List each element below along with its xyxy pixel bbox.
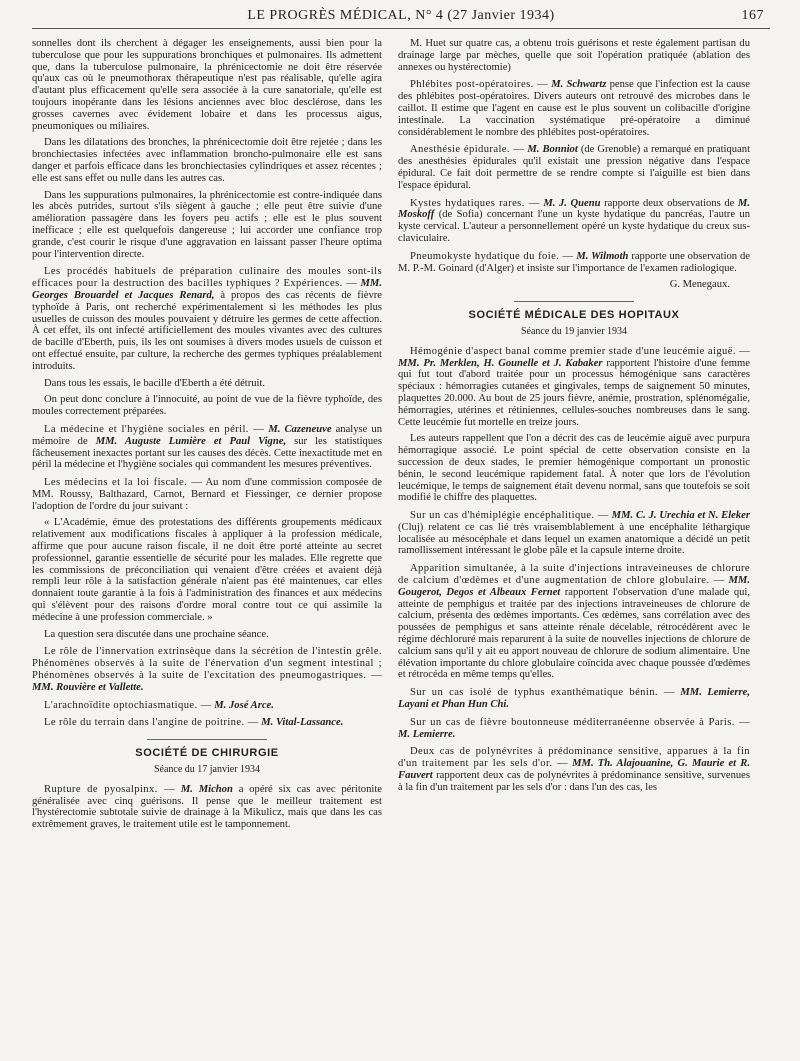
- article-hemogenie: [398, 346, 750, 429]
- article-fievre: [398, 717, 750, 741]
- article-oedemes: [398, 563, 750, 681]
- article-authors: MM. Th. Alajouanine, G. Maurie et R. Fauvert: [398, 758, 750, 782]
- article-loi-fiscale: [32, 477, 382, 512]
- article-text: (Cluj) relatent ce cas lié très vraisemblablement à une encéphalite léthargique localisée au mésocéphale et dans lequel un examen anatomique a décidé un petit ramollissement intéressant le globe pâle et la capsule interne droite.: [398, 521, 750, 557]
- article-authors: M. José Arce.: [214, 699, 274, 711]
- article-authors: MM. Auguste Lumière et Paul Vigne,: [95, 435, 287, 447]
- section-title: SOCIÉTÉ MÉDICALE DES HOPITAUX: [468, 309, 680, 322]
- header-rule: [32, 28, 770, 29]
- article-text: a opéré six cas avec péritonite généralisée avec cinq guérisons. Il pense que le meilleur traitement est l'hystérectomie subtotale suivie de drainage à la Mikulicz, mais que dans les cas extrêmement graves, le traitement utile est le tamponnement.: [32, 783, 382, 831]
- article-heading: Les médecins et la loi fiscale. —: [44, 477, 203, 489]
- article-text: rapporte deux observations de: [604, 197, 735, 209]
- article-text: rapportent deux cas de polynévrites à prédominance sensitive, survenues à la fin d'un traitement par les sels d'or : dans l'un des cas, les: [398, 770, 750, 793]
- article-heading: Sur un cas de fièvre boutonneuse méditerranéenne observée à Paris. —: [410, 716, 750, 728]
- session-date: Séance du 19 janvier 1934: [520, 325, 628, 337]
- article-moules: [32, 266, 382, 372]
- article-heading: Pneumokyste hydatique du foie. —: [410, 250, 574, 262]
- article-text: pense que l'infection est la cause des phlébites post-opératoires. Divers auteurs ont retrouvé des microbes dans le caillot. Il estime que l'agent en cause est le plus souvent un colibacille d'origine intestinale. La vaccination systématique pré-opératoire a diminué considérablement le nombre des phlébites post-opératoires.: [398, 79, 750, 138]
- right-column: [398, 38, 750, 799]
- article-hemiplegie: [398, 510, 750, 557]
- article-heading: Les procédés habituels de préparation culinaire des moules sont-ils efficaces pour la destruction des bacilles typhiques ? Expériences. —: [32, 266, 382, 290]
- paragraph: Dans les suppurations pulmonaires, la phrénicectomie est contre-indiquée dans les abcès putrides, surtout s'ils siègent à gauche ; elle peut être suivie d'une amélioration passagère dans les foyers peu actifs ; elle est le plus souvent inefficace ; elle est quelquefois dangereuse ; lui accorder une confiance trop grande, c'est courir le risque d'une aggravation en laissant passer l'heure optima pour l'intervention directe.: [32, 189, 382, 260]
- article-polynevrites: [398, 746, 750, 793]
- article-heading: La médecine et l'hygiène sociales en péril. —: [44, 423, 265, 435]
- article-arachnoidite: [32, 700, 382, 712]
- article-heading: Deux cas de polynévrites à prédominance sensitive, apparues à la fin d'un traitement par les sels d'or. —: [398, 746, 750, 770]
- article-heading: L'arachnoïdite optochiasmatique. —: [44, 699, 212, 711]
- article-heading: Phlébites post-opératoires. —: [410, 79, 549, 91]
- article-text: rapportent l'histoire d'une femme qui fut tout d'abord traitée pour un processus hémogénique sans caractères spéciaux : hémorragies cutanées et gingivales, temps de saignement 50 minutes, plaquettes 20.000. Au bout de 25 jours fièvre, anémie, prostration, splénomégalie, hémorragies, utérines et rétiniennes, cellules-souches nombreuses dans le sang. Cette leucémie fut mortelle en treize jours.: [398, 357, 750, 428]
- paragraph: Les auteurs rappellent que l'on a décrit des cas de leucémie aiguë avec purpura hémorragique associé. Le point spécial de cette observation consiste en la succession de deux stades, le premier hémogénique comportant un pronostic bénin, le second leucémique rapidement fatal. À noter que lors de l'évolution leucémique, le temps de saignement était devenu normal, sans que toutefois se soit modifié le chiffre des plaquettes.: [398, 433, 750, 504]
- article-typhus: [398, 687, 750, 711]
- article-authors: M. J. Quenu: [543, 197, 601, 209]
- article-pneumokyste: [398, 251, 750, 275]
- article-authors: M. Michon: [180, 783, 233, 795]
- paragraph: La question sera discutée dans une prochaine séance.: [44, 628, 269, 640]
- article-text: analyse un mémoire de: [32, 423, 382, 447]
- article-text: à propos des cas récents de fièvre typhoïde à Paris, ont recherché expérimentalement si les méthodes les plus usuelles de cuisson des moules pouvaient y détruire les germes de cette affection. À cet effet, ils ont infecté artificiellement des moules vivantes avec des cultures de bacille d'Eberth, puis, ils les ont soumises à divers modes usuels de cuisson et ont effectué ensuite, par culture, la recherche des germes typhiques préalablement introduits.: [32, 289, 382, 372]
- article-text: (de Sofia) concernant l'une un kyste hydatique du pancréas, l'autre un kyste cervical. L'auteur a personnellement opéré un kyste hydatique du creux sus-claviculaire.: [398, 209, 750, 244]
- paragraph: Dans les dilatations des bronches, la phrénicectomie doit être rejetée ; dans les bronchiectasies infectées avec inflammation broncho-pulmonaire elle est sans danger et parfois efficace dans les bronchiectasies cylindriques et assez récentes ; elle est sans effet ou nulle dans les autres cas.: [32, 137, 382, 184]
- article-authors: MM. Gougerot, Degos et Albeaux Fernet: [398, 575, 750, 598]
- article-authors: M. Wilmoth: [576, 250, 629, 262]
- paragraph: On peut donc conclure à l'innocuité, au point de vue de la fièvre typhoïde, des moules correctement préparées.: [32, 394, 382, 418]
- article-heading: Kystes hydatiques rares. —: [410, 197, 540, 209]
- paragraph: Dans tous les essais, le bacille d'Eberth a été détruit.: [44, 377, 266, 389]
- article-text: rapporte une observation de M. P.-M. Goinard (d'Alger) et insiste sur l'importance de l'examen radiologique.: [398, 250, 750, 274]
- article-authors: M. Moskoff: [398, 197, 750, 221]
- page-number: 167: [741, 8, 764, 23]
- article-heading: Le rôle de l'innervation extrinsèque dans la sécrétion de l'intestin grêle. Phénomènes observés à la suite de l'énervation d'un segment intestinal ; Phénomènes observés à la suite de l'excitation des pneumogastriques. —: [32, 646, 382, 682]
- article-heading: Apparition simultanée, à la suite d'injections intraveineuses de chlorure de calcium d'œdèmes et d'une augmentation de chlore globulaire. —: [398, 563, 750, 587]
- article-phlebites: [398, 79, 750, 138]
- article-authors: MM. Lemierre, Layani et Phan Hun Chi.: [398, 687, 750, 711]
- article-heading: Sur un cas isolé de typhus exanthématique bénin. —: [410, 687, 675, 699]
- article-text: rapportent l'observation d'une malade qui, atteinte de pemphigus et traitée par des injections intraveineuses de chlorure de calcium, présenta des œdèmes importants. Ces œdèmes, sans corrélation avec des poussées de pemphigus et sans atteinte rénale décelable, rétrocédèrent avec le régime déchloruré mais reparurent à la suite de nouvelles injections de chlorure de calcium sans qu'il y ait eu apport nouveau de chlorure de sodium alimentaire. Une élévation importante du chlore globulaire coïncida avec chaque poussée d'œdèmes et rétrocéda en même temps qu'elles.: [398, 586, 751, 681]
- paragraph: M. Huet sur quatre cas, a obtenu trois guérisons et reste également partisan du drainage large par mèches, quelle que soit l'opération pratiquée (ablation des annexes ou hystérectomie): [398, 38, 750, 73]
- section-divider: [514, 301, 634, 302]
- article-heading: Hémogénie d'aspect banal comme premier stade d'une leucémie aiguë. —: [410, 345, 750, 357]
- session-date: Séance du 17 janvier 1934: [153, 764, 261, 776]
- paragraph: sonnelles dont ils cherchent à dégager les enseignements, aussi bien pour la tuberculose que pour les suppurations bronchiques et pulmonaires. Ils admettent que, dans la tuberculose pulmonaire, la phrénicectomie ne doit être réservée qu'aux cas où le pneumothorax thérapeutique n'est pas réalisable, qu'elle agira d'autant plus efficacement qu'elle sera associée à la cure sanatoriale, qu'elle est toujours inopérante dans les lésions anciennes avec bloc desclérose, dans les grosses cavernes avec évidement lobaire et dans les processus aigus, pneumoniques ou miliaires.: [32, 38, 382, 132]
- article-authors: M. Vital-Lassance.: [261, 717, 344, 729]
- article-text: sur les statistiques fâcheusement inexactes portant sur les causes des décès. Cette inexactitude met en péril la médecine et l'hygiène sociales qui commandent les mesures préventives.: [32, 435, 382, 471]
- article-angine: [32, 717, 382, 729]
- article-authors: M. Schwartz: [551, 79, 607, 91]
- section-divider: [147, 739, 267, 740]
- signature: G. Menegaux.: [669, 279, 730, 291]
- article-authors: M. Lemierre.: [398, 728, 456, 740]
- article-authors: MM. Rouvière et Vallette.: [32, 681, 144, 693]
- running-header: [32, 8, 770, 28]
- left-column: [32, 38, 382, 836]
- article-authors: M. Cazeneuve: [268, 423, 332, 435]
- article-hygiene: [32, 424, 382, 471]
- article-authors: MM. Pr. Merklen, H. Gounelle et J. Kabaker: [398, 357, 603, 369]
- article-authors: M. Bonniot: [527, 144, 578, 156]
- article-authors: MM. Georges Brouardel et Jacques Renard,: [32, 278, 382, 301]
- article-authors: MM. C. J. Urechia et N. Eleker: [611, 510, 751, 522]
- article-anesthesie: [398, 144, 750, 191]
- article-text: Au nom d'une commission composée de MM. Roussy, Balthazard, Carnot, Bernard et Fiessinger, ce dernier propose l'adoption de l'ordre du jour suivant :: [32, 477, 382, 512]
- article-heading: Rupture de pyosalpinx. —: [44, 783, 175, 795]
- article-kystes: [398, 198, 750, 245]
- article-heading: Sur un cas d'hémiplégie encéphalitique. —: [410, 510, 609, 522]
- quotation: « L'Académie, émue des protestations des différents groupements médicaux relativement aux modifications fiscales à appliquer à la profession médicale, affirme que pour aucune raison fiscale, il ne doit être porté atteinte au secret professionnel, garantie essentielle de sécurité pour les malades. Elle regrette que les commissions de préconciliation qui venaient d'être créées et avaient déjà rempli leur rôle à la satisfaction générale n'aient pas été maintenues, car elles donnaient toute garantie à la fois à l'administration des finances et aux médecins qui s'élèvent pour des raisons d'ordre moral contre tout ce qui assimile la médecine à une profession commerciale. »: [32, 517, 382, 623]
- section-title: SOCIÉTÉ DE CHIRURGIE: [135, 747, 279, 760]
- article-pyosalpinx: [32, 784, 382, 831]
- article-heading: Le rôle du terrain dans l'angine de poitrine. —: [44, 717, 259, 729]
- article-heading: Anesthésie épidurale. —: [410, 144, 525, 156]
- article-innervation: [32, 646, 382, 693]
- journal-title: LE PROGRÈS MÉDICAL, N° 4 (27 Janvier 1934): [247, 8, 555, 23]
- article-text: (de Grenoble) a remarqué en pratiquant des anesthésies épidurales qu'il existait une pression négative dans l'espace épidural. Ce fait doit permettre de se rendre compte si l'aiguille est bien dans l'espace épidural.: [398, 144, 751, 191]
